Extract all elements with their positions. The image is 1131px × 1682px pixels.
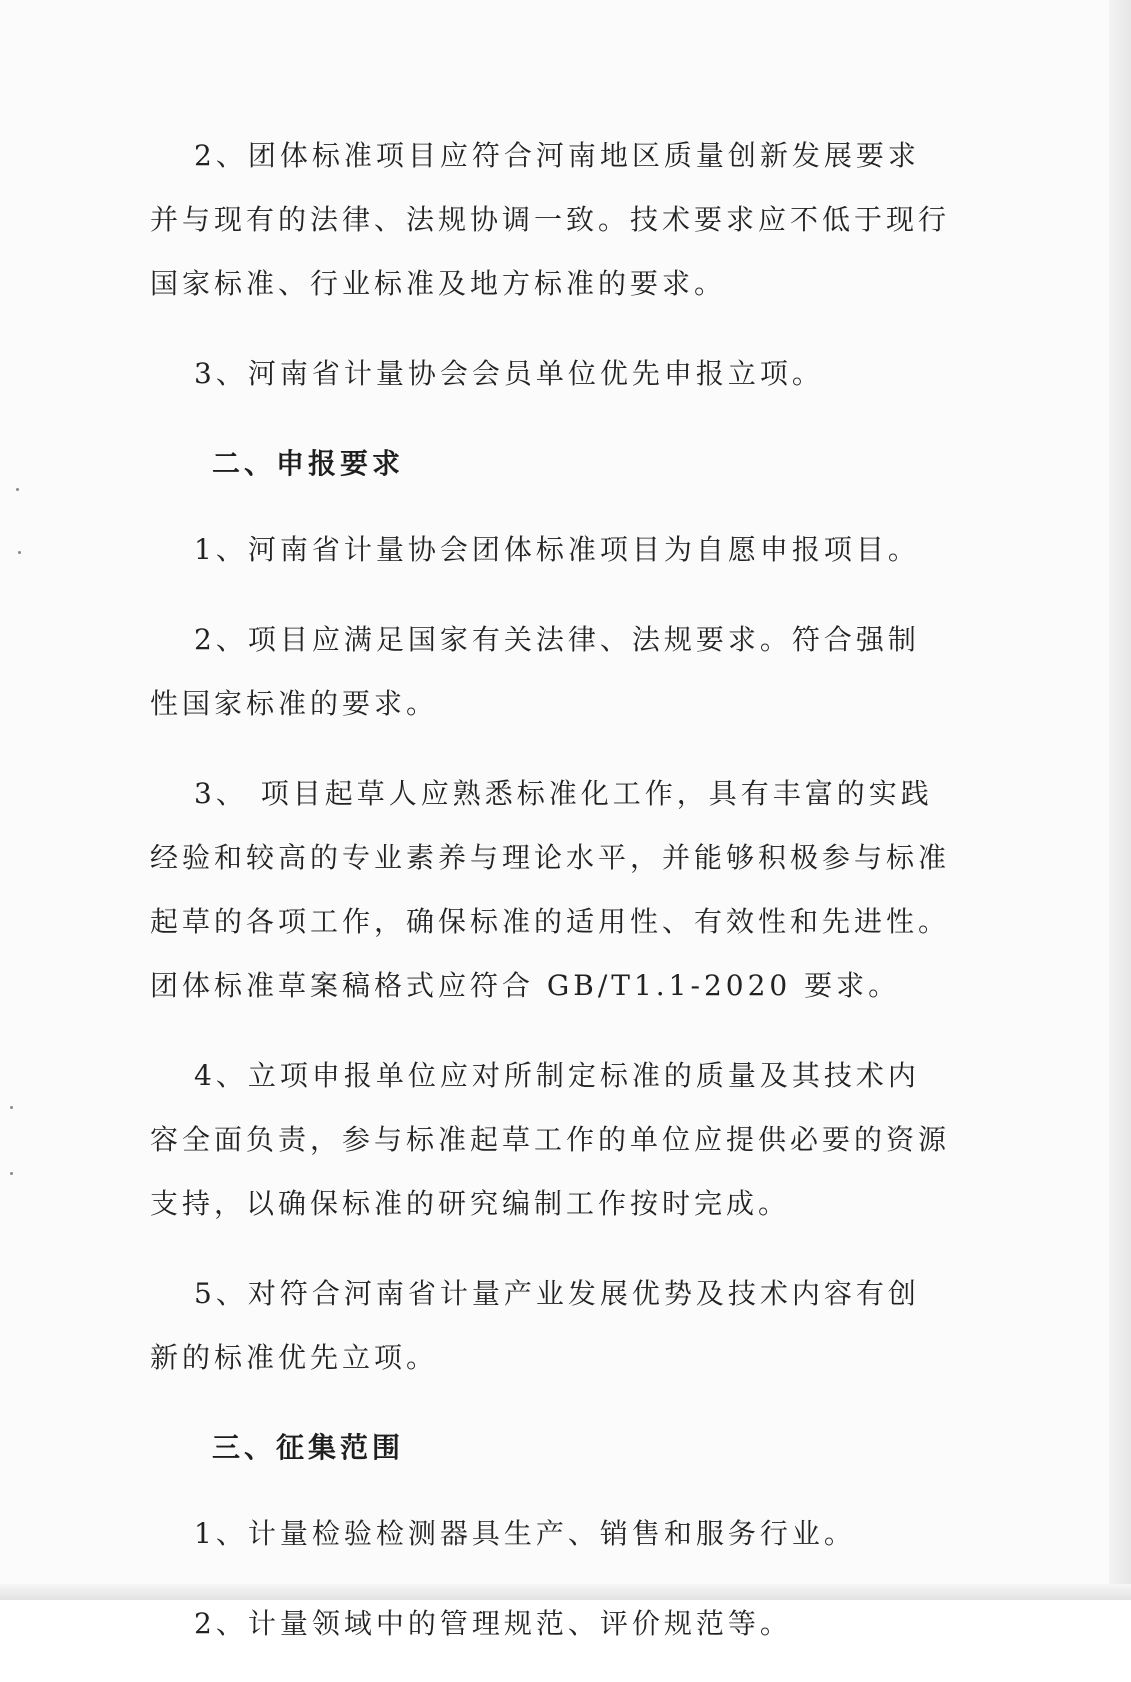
- paragraph-drafter: 3、 项目起草人应熟悉标准化工作，具有丰富的实践经验和较高的专业素养与理论水平，并能够积极参与标准起草的各项工作，确保标准的适用性、有效性和先进性。团体标准草案稿格式应符合 GB/T1.1-2020 要求。: [150, 777, 951, 1002]
- scan-speck: [18, 551, 21, 554]
- section-heading-requirements: 二、申报要求: [212, 447, 405, 480]
- paragraph-responsibility: 4、立项申报单位应对所制定标准的质量及其技术内容全面负责，参与标准起草工作的单位应提供必要的资源支持，以确保标准的研究编制工作按时完成。: [150, 1059, 951, 1220]
- scan-speck: [10, 1172, 13, 1175]
- section-heading-scope: 三、征集范围: [212, 1431, 405, 1464]
- paragraph-voluntary: 1、河南省计量协会团体标准项目为自愿申报项目。: [194, 533, 920, 566]
- scan-speck: [10, 1106, 13, 1109]
- scan-edge-right: [1109, 0, 1131, 1600]
- document-body: [150, 124, 950, 1682]
- paragraph-project-compliance: 2、团体标准项目应符合河南地区质量创新发展要求并与现有的法律、法规协调一致。技术要求应不低于现行国家标准、行业标准及地方标准的要求。: [150, 139, 951, 300]
- paragraph-laws: 2、项目应满足国家有关法律、法规要求。符合强制性国家标准的要求。: [150, 623, 920, 720]
- scan-speck: [16, 488, 19, 491]
- paragraph-scope-industry: 1、计量检验检测器具生产、销售和服务行业。: [194, 1517, 856, 1550]
- paragraph-member-priority: 3、河南省计量协会会员单位优先申报立项。: [194, 357, 824, 390]
- paragraph-innovation: 5、对符合河南省计量产业发展优势及技术内容有创新的标准优先立项。: [150, 1277, 920, 1374]
- paragraph-scope-management: 2、计量领域中的管理规范、评价规范等。: [194, 1607, 792, 1640]
